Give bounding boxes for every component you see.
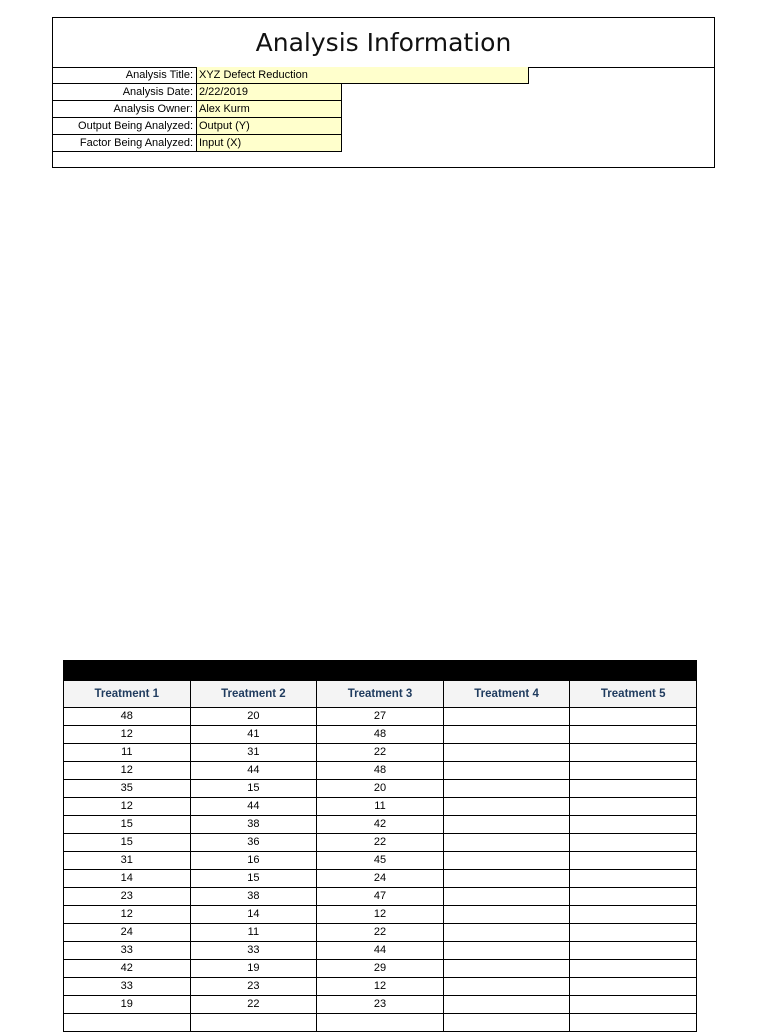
table-cell-treatment-4[interactable] (443, 816, 570, 834)
table-cell-treatment-3[interactable]: 20 (317, 780, 444, 798)
table-row (64, 708, 697, 726)
field-row-analysis-title (53, 67, 529, 84)
table-cell-treatment-2[interactable]: 33 (190, 942, 317, 960)
table-cell-treatment-5[interactable] (570, 942, 697, 960)
table-cell-treatment-2[interactable]: 11 (190, 924, 317, 942)
table-cell-treatment-2[interactable]: 44 (190, 798, 317, 816)
table-cell-treatment-5[interactable] (570, 852, 697, 870)
table-cell-treatment-4[interactable] (443, 906, 570, 924)
table-cell-treatment-1[interactable]: 33 (64, 942, 191, 960)
table-row (64, 798, 697, 816)
table-row (64, 816, 697, 834)
table-cell-treatment-3[interactable] (317, 1014, 444, 1032)
table-cell-treatment-5[interactable] (570, 816, 697, 834)
column-header-treatment-4: Treatment 4 (443, 681, 570, 708)
table-cell-treatment-1[interactable]: 31 (64, 852, 191, 870)
table-cell-treatment-4[interactable] (443, 744, 570, 762)
output-analyzed-field[interactable]: Output (Y) (197, 118, 342, 135)
table-cell-treatment-5[interactable] (570, 906, 697, 924)
field-row-analysis-date (53, 84, 342, 101)
table-cell-treatment-2[interactable]: 38 (190, 888, 317, 906)
panel-title: Analysis Information (53, 18, 714, 68)
table-cell-treatment-2[interactable]: 38 (190, 816, 317, 834)
table-cell-treatment-2[interactable]: 16 (190, 852, 317, 870)
table-cell-treatment-3[interactable]: 11 (317, 798, 444, 816)
table-cell-treatment-4[interactable] (443, 960, 570, 978)
table-cell-treatment-2[interactable]: 36 (190, 834, 317, 852)
table-body (64, 708, 697, 1032)
table-cell-treatment-5[interactable] (570, 960, 697, 978)
table-cell-treatment-3[interactable]: 47 (317, 888, 444, 906)
table-cell-treatment-3[interactable]: 27 (317, 708, 444, 726)
field-label: Analysis Title: (53, 67, 197, 84)
table-cell-treatment-3[interactable]: 29 (317, 960, 444, 978)
field-row-factor-analyzed (53, 135, 342, 152)
column-header-treatment-1: Treatment 1 (64, 681, 191, 708)
analysis-information-panel (52, 17, 715, 168)
table-cell-treatment-4[interactable] (443, 708, 570, 726)
table-cell-treatment-2[interactable]: 14 (190, 906, 317, 924)
table-cell-treatment-4[interactable] (443, 978, 570, 996)
table-cell-treatment-2[interactable]: 15 (190, 870, 317, 888)
table-cell-treatment-1[interactable]: 12 (64, 906, 191, 924)
table-cell-treatment-3[interactable]: 45 (317, 852, 444, 870)
table-cell-treatment-4[interactable] (443, 726, 570, 744)
field-row-output-analyzed (53, 118, 342, 135)
table-row (64, 906, 697, 924)
table-cell-treatment-5[interactable] (570, 726, 697, 744)
table-row (64, 942, 697, 960)
analysis-date-field[interactable]: 2/22/2019 (197, 84, 342, 101)
table-row (64, 960, 697, 978)
table-cell-treatment-5[interactable] (570, 834, 697, 852)
table-cell-treatment-2[interactable] (190, 1014, 317, 1032)
table-cell-treatment-2[interactable]: 41 (190, 726, 317, 744)
table-row (64, 888, 697, 906)
table-cell-treatment-2[interactable]: 19 (190, 960, 317, 978)
table-row (64, 870, 697, 888)
table-cell-treatment-3[interactable]: 22 (317, 834, 444, 852)
table-cell-treatment-1[interactable]: 19 (64, 996, 191, 1014)
table-cell-treatment-2[interactable]: 23 (190, 978, 317, 996)
field-label: Analysis Date: (53, 84, 197, 101)
table-cell-treatment-3[interactable]: 44 (317, 942, 444, 960)
table-cell-treatment-1[interactable]: 12 (64, 726, 191, 744)
table-cell-treatment-3[interactable]: 23 (317, 996, 444, 1014)
table-cell-treatment-3[interactable]: 12 (317, 906, 444, 924)
table-cell-treatment-5[interactable] (570, 1014, 697, 1032)
table-row (64, 852, 697, 870)
table-row (64, 978, 697, 996)
table-cell-treatment-1[interactable]: 12 (64, 798, 191, 816)
table-cell-treatment-5[interactable] (570, 888, 697, 906)
field-label: Analysis Owner: (53, 101, 197, 118)
table-cell-treatment-2[interactable]: 15 (190, 780, 317, 798)
field-row-analysis-owner (53, 101, 342, 118)
table-header-row (64, 681, 697, 708)
table-cell-treatment-3[interactable]: 12 (317, 978, 444, 996)
table-row (64, 780, 697, 798)
table-cell-treatment-4[interactable] (443, 762, 570, 780)
table-cell-treatment-4[interactable] (443, 924, 570, 942)
table-row (64, 834, 697, 852)
table-cell-treatment-4[interactable] (443, 888, 570, 906)
table-cell-treatment-3[interactable]: 48 (317, 726, 444, 744)
table-cell-treatment-2[interactable]: 31 (190, 744, 317, 762)
table-cell-treatment-1[interactable]: 15 (64, 834, 191, 852)
table-cell-treatment-1[interactable]: 24 (64, 924, 191, 942)
table-cell-treatment-2[interactable]: 20 (190, 708, 317, 726)
table-cell-treatment-4[interactable] (443, 834, 570, 852)
column-header-treatment-5: Treatment 5 (570, 681, 697, 708)
table-cell-treatment-1[interactable] (64, 1014, 191, 1032)
table-cell-treatment-1[interactable]: 48 (64, 708, 191, 726)
field-label: Factor Being Analyzed: (53, 135, 197, 152)
treatment-data-table (63, 680, 697, 1032)
table-cell-treatment-5[interactable] (570, 978, 697, 996)
column-header-treatment-2: Treatment 2 (190, 681, 317, 708)
table-cell-treatment-4[interactable] (443, 996, 570, 1014)
table-cell-treatment-3[interactable]: 22 (317, 744, 444, 762)
analysis-owner-field[interactable]: Alex Kurm (197, 101, 342, 118)
table-cell-treatment-5[interactable] (570, 798, 697, 816)
table-cell-treatment-2[interactable]: 44 (190, 762, 317, 780)
table-cell-treatment-4[interactable] (443, 780, 570, 798)
table-cell-treatment-5[interactable] (570, 744, 697, 762)
table-row (64, 744, 697, 762)
table-row (64, 924, 697, 942)
table-cell-treatment-1[interactable]: 14 (64, 870, 191, 888)
table-cell-treatment-3[interactable]: 48 (317, 762, 444, 780)
table-cell-treatment-4[interactable] (443, 852, 570, 870)
table-cell-treatment-5[interactable] (570, 708, 697, 726)
table-cell-treatment-1[interactable]: 33 (64, 978, 191, 996)
table-cell-treatment-1[interactable]: 35 (64, 780, 191, 798)
table-header-bar (63, 660, 697, 680)
table-cell-treatment-1[interactable]: 42 (64, 960, 191, 978)
table-cell-treatment-3[interactable]: 22 (317, 924, 444, 942)
factor-analyzed-field[interactable]: Input (X) (197, 135, 342, 152)
treatment-data-section (63, 660, 697, 1032)
table-cell-treatment-5[interactable] (570, 870, 697, 888)
analysis-title-field[interactable]: XYZ Defect Reduction (197, 67, 529, 84)
table-cell-treatment-3[interactable]: 42 (317, 816, 444, 834)
table-cell-treatment-1[interactable]: 12 (64, 762, 191, 780)
table-cell-treatment-1[interactable]: 23 (64, 888, 191, 906)
column-header-treatment-3: Treatment 3 (317, 681, 444, 708)
table-cell-treatment-5[interactable] (570, 996, 697, 1014)
table-cell-treatment-4[interactable] (443, 870, 570, 888)
table-cell-treatment-1[interactable]: 11 (64, 744, 191, 762)
table-cell-treatment-2[interactable]: 22 (190, 996, 317, 1014)
table-row (64, 762, 697, 780)
table-cell-treatment-5[interactable] (570, 762, 697, 780)
table-cell-treatment-5[interactable] (570, 924, 697, 942)
table-cell-treatment-1[interactable]: 15 (64, 816, 191, 834)
table-row (64, 996, 697, 1014)
table-row (64, 1014, 697, 1032)
table-cell-treatment-4[interactable] (443, 942, 570, 960)
table-row (64, 726, 697, 744)
field-label: Output Being Analyzed: (53, 118, 197, 135)
table-cell-treatment-4[interactable] (443, 1014, 570, 1032)
table-cell-treatment-4[interactable] (443, 798, 570, 816)
table-cell-treatment-3[interactable]: 24 (317, 870, 444, 888)
table-cell-treatment-5[interactable] (570, 780, 697, 798)
